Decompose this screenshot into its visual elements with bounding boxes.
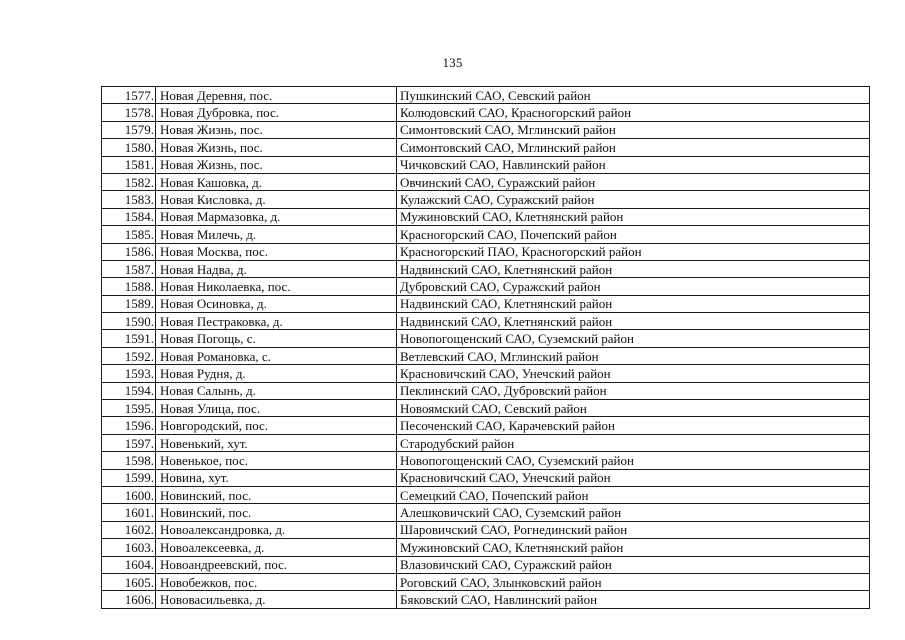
table-row <box>102 347 870 364</box>
row-number: 1584. <box>102 208 156 225</box>
row-number: 1589. <box>102 295 156 312</box>
row-number: 1593. <box>102 365 156 382</box>
table-row <box>102 504 870 521</box>
table-row <box>102 121 870 138</box>
settlement-name: Новенькое, пос. <box>156 452 397 469</box>
settlement-name: Нововасильевка, д. <box>156 591 397 608</box>
table-row <box>102 278 870 295</box>
row-number: 1581. <box>102 156 156 173</box>
table-row <box>102 191 870 208</box>
table-row <box>102 469 870 486</box>
settlement-name: Новая Кашовка, д. <box>156 173 397 190</box>
settlement-name: Новгородский, пос. <box>156 417 397 434</box>
table-row <box>102 400 870 417</box>
administrative-area: Красновичский САО, Унечский район <box>397 469 870 486</box>
row-number: 1598. <box>102 452 156 469</box>
table-row <box>102 365 870 382</box>
row-number: 1595. <box>102 400 156 417</box>
settlement-name: Новая Погощь, с. <box>156 330 397 347</box>
settlement-name: Новая Жизнь, пос. <box>156 139 397 156</box>
row-number: 1594. <box>102 382 156 399</box>
row-number: 1578. <box>102 104 156 121</box>
administrative-area: Мужиновский САО, Клетнянский район <box>397 539 870 556</box>
settlement-name: Новина, хут. <box>156 469 397 486</box>
table-row <box>102 226 870 243</box>
table-row <box>102 208 870 225</box>
row-number: 1603. <box>102 539 156 556</box>
table-row <box>102 556 870 573</box>
row-number: 1590. <box>102 313 156 330</box>
administrative-area: Симонтовский САО, Мглинский район <box>397 139 870 156</box>
settlement-name: Новая Пестраковка, д. <box>156 313 397 330</box>
administrative-area: Чичковский САО, Навлинский район <box>397 156 870 173</box>
table-row <box>102 452 870 469</box>
administrative-area: Пеклинский САО, Дубровский район <box>397 382 870 399</box>
table-row <box>102 486 870 503</box>
table-row <box>102 260 870 277</box>
settlement-name: Новинский, пос. <box>156 504 397 521</box>
table-row <box>102 87 870 104</box>
administrative-area: Шаровичский САО, Рогнединский район <box>397 521 870 538</box>
administrative-area: Овчинский САО, Суражский район <box>397 173 870 190</box>
administrative-area: Мужиновский САО, Клетнянский район <box>397 208 870 225</box>
row-number: 1580. <box>102 139 156 156</box>
administrative-area: Пушкинский САО, Севский район <box>397 87 870 104</box>
settlement-name: Новая Жизнь, пос. <box>156 121 397 138</box>
settlement-name: Новая Деревня, пос. <box>156 87 397 104</box>
row-number: 1596. <box>102 417 156 434</box>
administrative-area: Новоямский САО, Севский район <box>397 400 870 417</box>
table-row <box>102 139 870 156</box>
table-row <box>102 434 870 451</box>
row-number: 1577. <box>102 87 156 104</box>
settlement-name: Новая Жизнь, пос. <box>156 156 397 173</box>
table-row <box>102 295 870 312</box>
table-row <box>102 156 870 173</box>
settlement-name: Новая Осиновка, д. <box>156 295 397 312</box>
settlement-name: Новая Мармазовка, д. <box>156 208 397 225</box>
row-number: 1597. <box>102 434 156 451</box>
settlement-name: Новобежков, пос. <box>156 573 397 590</box>
settlement-name: Новоалександровка, д. <box>156 521 397 538</box>
row-number: 1599. <box>102 469 156 486</box>
row-number: 1606. <box>102 591 156 608</box>
table-row <box>102 243 870 260</box>
table-row <box>102 330 870 347</box>
row-number: 1586. <box>102 243 156 260</box>
table-row <box>102 573 870 590</box>
administrative-area: Красногорский ПАО, Красногорский район <box>397 243 870 260</box>
administrative-area: Новопогощенский САО, Суземский район <box>397 452 870 469</box>
table-row <box>102 521 870 538</box>
row-number: 1582. <box>102 173 156 190</box>
row-number: 1579. <box>102 121 156 138</box>
administrative-area: Дубровский САО, Суражский район <box>397 278 870 295</box>
table-row <box>102 104 870 121</box>
row-number: 1602. <box>102 521 156 538</box>
administrative-area: Влазовичский САО, Суражский район <box>397 556 870 573</box>
administrative-area: Кулажский САО, Суражский район <box>397 191 870 208</box>
administrative-area: Семецкий САО, Почепский район <box>397 486 870 503</box>
settlement-name: Новая Надва, д. <box>156 260 397 277</box>
administrative-area: Красногорский САО, Почепский район <box>397 226 870 243</box>
table-row <box>102 382 870 399</box>
table-row <box>102 417 870 434</box>
page-number: 135 <box>442 55 463 70</box>
row-number: 1583. <box>102 191 156 208</box>
row-number: 1600. <box>102 486 156 503</box>
settlements-table <box>101 86 870 609</box>
table-row <box>102 173 870 190</box>
settlement-name: Новая Рудня, д. <box>156 365 397 382</box>
administrative-area: Алешковичский САО, Суземский район <box>397 504 870 521</box>
settlement-name: Новинский, пос. <box>156 486 397 503</box>
settlement-name: Новая Николаевка, пос. <box>156 278 397 295</box>
administrative-area: Бяковский САО, Навлинский район <box>397 591 870 608</box>
administrative-area: Красновичский САО, Унечский район <box>397 365 870 382</box>
row-number: 1605. <box>102 573 156 590</box>
administrative-area: Надвинский САО, Клетнянский район <box>397 295 870 312</box>
settlement-name: Новая Кисловка, д. <box>156 191 397 208</box>
administrative-area: Стародубский район <box>397 434 870 451</box>
administrative-area: Симонтовский САО, Мглинский район <box>397 121 870 138</box>
row-number: 1591. <box>102 330 156 347</box>
administrative-area: Роговский САО, Злынковский район <box>397 573 870 590</box>
administrative-area: Песоченский САО, Карачевский район <box>397 417 870 434</box>
administrative-area: Колюдовский САО, Красногорский район <box>397 104 870 121</box>
administrative-area: Новопогощенский САО, Суземский район <box>397 330 870 347</box>
table-row <box>102 313 870 330</box>
administrative-area: Ветлевский САО, Мглинский район <box>397 347 870 364</box>
settlement-name: Новоалексеевка, д. <box>156 539 397 556</box>
settlement-name: Новая Милечь, д. <box>156 226 397 243</box>
row-number: 1588. <box>102 278 156 295</box>
settlement-name: Новая Дубровка, пос. <box>156 104 397 121</box>
settlement-name: Новая Москва, пос. <box>156 243 397 260</box>
administrative-area: Надвинский САО, Клетнянский район <box>397 260 870 277</box>
settlement-name: Новенький, хут. <box>156 434 397 451</box>
row-number: 1585. <box>102 226 156 243</box>
table-row <box>102 591 870 608</box>
table-row <box>102 539 870 556</box>
settlement-name: Новая Романовка, с. <box>156 347 397 364</box>
settlement-name: Новая Улица, пос. <box>156 400 397 417</box>
row-number: 1587. <box>102 260 156 277</box>
row-number: 1604. <box>102 556 156 573</box>
settlement-name: Новая Салынь, д. <box>156 382 397 399</box>
row-number: 1592. <box>102 347 156 364</box>
administrative-area: Надвинский САО, Клетнянский район <box>397 313 870 330</box>
settlements-table-body <box>102 87 870 609</box>
row-number: 1601. <box>102 504 156 521</box>
settlement-name: Новоандреевский, пос. <box>156 556 397 573</box>
